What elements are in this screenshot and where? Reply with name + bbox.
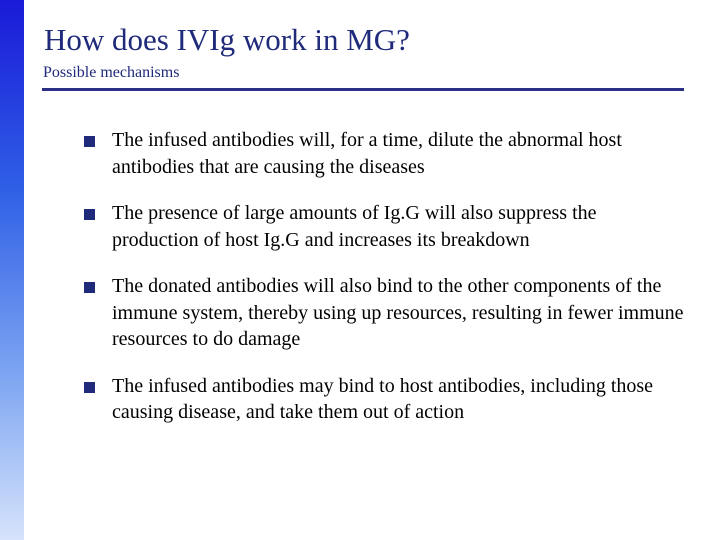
square-bullet-icon [84, 382, 95, 393]
bullet-text: The presence of large amounts of Ig.G will also suppress the production of host Ig.G and increases its breakdown [112, 202, 597, 251]
square-bullet-icon [84, 136, 95, 147]
bullet-item [84, 273, 684, 353]
bullet-text: The infused antibodies will, for a time, dilute the abnormal host antibodies that are causing the diseases [112, 129, 622, 178]
bullet-item [84, 373, 684, 426]
slide-subtitle: Possible mechanisms [43, 64, 180, 81]
bullet-text: The infused antibodies may bind to host antibodies, including those causing disease, and take them out of action [112, 374, 654, 423]
slide-title: How does IVIg work in MG? [44, 22, 410, 57]
bullet-list [84, 127, 684, 446]
left-accent-bar [0, 0, 24, 540]
square-bullet-icon [84, 282, 95, 293]
bullet-item [84, 200, 684, 253]
bullet-item [84, 127, 684, 180]
square-bullet-icon [84, 209, 95, 220]
bullet-text: The donated antibodies will also bind to the other components of the immune system, thereby using up resources, resulting in fewer immune resources to do damage [112, 275, 684, 350]
title-divider [42, 88, 684, 91]
